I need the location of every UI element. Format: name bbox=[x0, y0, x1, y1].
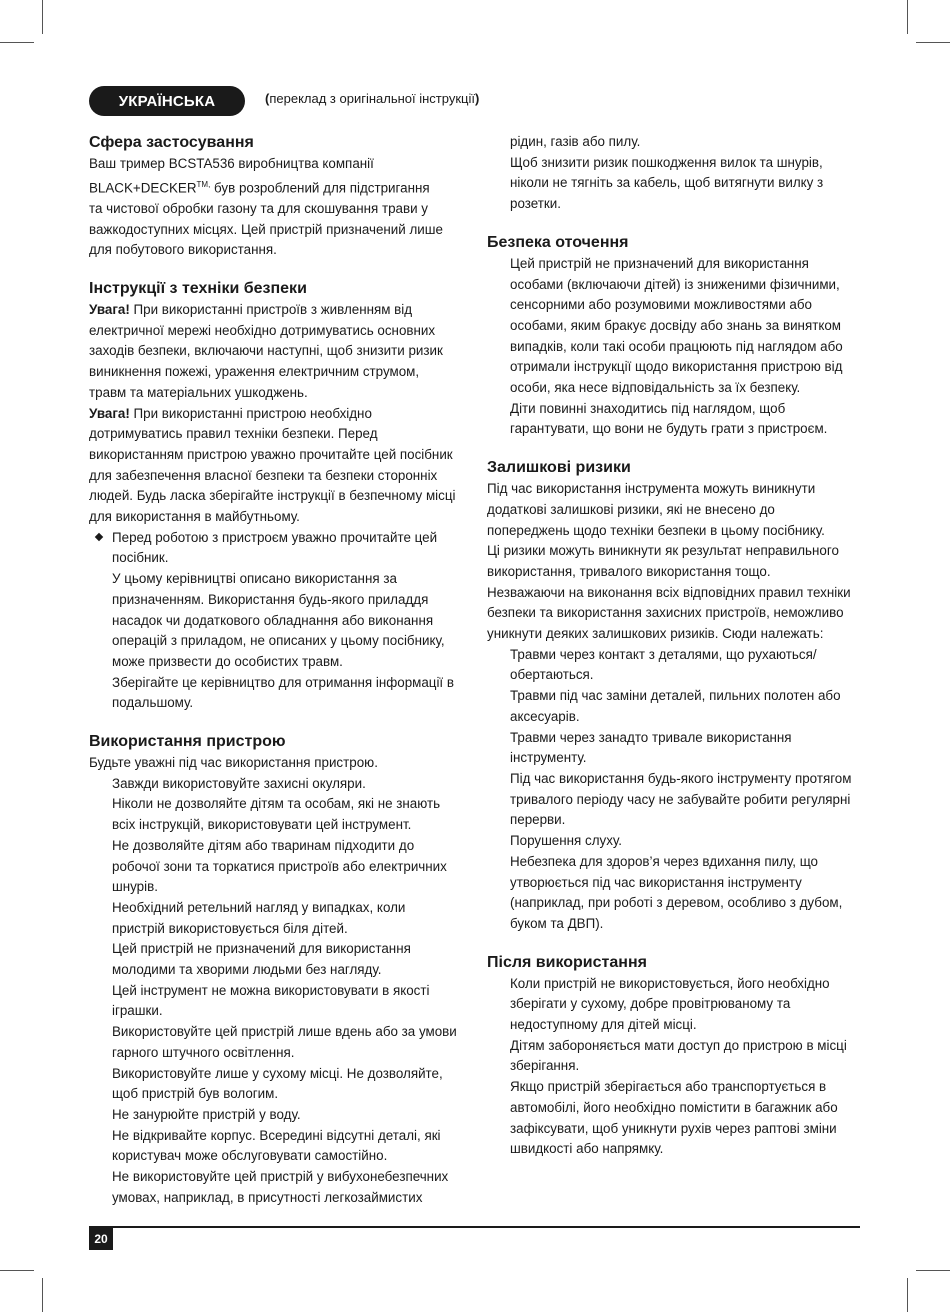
use-line: Не використовуйте цей пристрій у вибухонебезпечних bbox=[112, 1169, 449, 1185]
trademark-mark: TM, bbox=[196, 179, 211, 189]
after-use-line: Якщо пристрій зберігається або транспортується в bbox=[510, 1079, 827, 1095]
crop-mark bbox=[916, 1270, 950, 1271]
after-use-line: недоступному для дітей місці. bbox=[510, 1017, 697, 1033]
bullet-line: Зберігайте це керівництво для отримання інформації в bbox=[112, 674, 454, 690]
warning-line: заходів безпеки, включаючи наступні, щоб знизити ризик bbox=[89, 343, 443, 359]
use-line: умовах, наприклад, в присутності легкозаймистих bbox=[112, 1189, 423, 1205]
risk-line: Травми під час заміни деталей, пильних полотен або bbox=[510, 688, 841, 704]
after-use-list bbox=[487, 974, 865, 1160]
warning-label: Увага! bbox=[89, 405, 130, 421]
use-line: щоб пристрій був вологим. bbox=[112, 1086, 279, 1102]
environment-line: отримали інструкції щодо використання пристрою від bbox=[510, 359, 843, 375]
environment-line: особами (включаючи дітей) із зниженими фізичними, bbox=[510, 276, 840, 292]
use-line: Цей інструмент не можна використовувати в якості bbox=[112, 982, 430, 998]
bullet-line: Перед роботою з пристроєм уважно прочитайте цей bbox=[112, 529, 438, 545]
crop-mark bbox=[916, 42, 950, 43]
risk-line: Небезпека для здоров’я через вдихання пилу, що bbox=[510, 853, 819, 869]
risk-line: (наприклад, при роботі з деревом, особливо з дубом, bbox=[510, 895, 843, 911]
bullet-line: операцій з приладом, не описаних у цьому посібнику, bbox=[112, 633, 445, 649]
environment-list bbox=[487, 254, 865, 440]
language-label: УКРАЇНСЬКА bbox=[118, 92, 216, 110]
risk-intro-line: використання, тривалого використання тощо. bbox=[487, 563, 771, 579]
risk-line: Травми через контакт з деталями, що рухаються/ bbox=[510, 646, 817, 662]
section-title-safety: Інструкції з техніки безпеки bbox=[89, 279, 307, 297]
use-line: Не дозволяйте дітям або тваринам підходити до bbox=[112, 837, 415, 853]
brand-name: BLACK+DECKER bbox=[89, 180, 197, 196]
section-title-scope: Сфера застосування bbox=[89, 134, 254, 151]
use-intro: Будьте уважні під час використання пристрою. bbox=[89, 755, 378, 771]
continued-line: рідин, газів або пилу. bbox=[510, 134, 641, 149]
risk-line: буком та ДВП). bbox=[510, 915, 604, 931]
warning-line: травм та матеріальних ушкоджень. bbox=[89, 384, 308, 400]
warning-line: людей. Будь ласка зберігайте інструкції в безпечному місці bbox=[89, 488, 456, 504]
use-line: Використовуйте лише у сухому місці. Не дозволяйте, bbox=[112, 1065, 443, 1081]
risk-list bbox=[487, 645, 865, 935]
page-number bbox=[89, 1228, 113, 1250]
use-line: Ніколи не дозволяйте дітям та особам, які не знають bbox=[112, 796, 441, 812]
continued-line: ніколи не тягніть за кабель, щоб витягнути вилку з bbox=[510, 175, 824, 191]
warning-line: виникнення пожежі, ураження електричним струмом, bbox=[89, 364, 420, 380]
risk-intro-line: додаткові залишкові ризики, які не внесено до bbox=[487, 501, 775, 517]
warning-line: електричної мережі необхідно дотримуватись основних bbox=[89, 322, 436, 338]
scope-line-rest: був розроблений для підстригання bbox=[210, 180, 430, 196]
use-line: користувач може обслуговувати самостійно. bbox=[112, 1148, 388, 1164]
crop-mark bbox=[907, 1278, 908, 1312]
language-badge bbox=[89, 86, 245, 116]
use-line: молодими та хворими людьми без нагляду. bbox=[112, 962, 382, 978]
continued-list bbox=[487, 132, 865, 215]
risk-line: утворюється під час використання інструменту bbox=[510, 874, 802, 890]
crop-mark bbox=[907, 0, 908, 34]
after-use-line: автомобілі, його необхідно помістити в багажник або bbox=[510, 1099, 838, 1115]
right-column bbox=[487, 132, 865, 1160]
risk-line: Порушення слуху. bbox=[510, 833, 622, 849]
warning-text: При використанні пристроїв з живленням від bbox=[129, 301, 413, 317]
crop-mark bbox=[42, 1278, 43, 1312]
after-use-line: зберігати у сухому, добре провітрюваному та bbox=[510, 996, 791, 1012]
continued-line: Щоб знизити ризик пошкодження вилок та шнурів, bbox=[510, 154, 823, 170]
after-use-line: швидкості або напрямку. bbox=[510, 1141, 664, 1157]
section-title-use: Використання пристрою bbox=[89, 733, 286, 751]
use-line: всіх інструкцій, використовувати цей інструмент. bbox=[112, 817, 412, 833]
environment-line: особи, яка несе відповідальність за їх безпеку. bbox=[510, 380, 801, 396]
use-line: Необхідний ретельний нагляд у випадках, коли bbox=[112, 899, 406, 915]
risk-line: аксесуарів. bbox=[510, 708, 580, 724]
page-number-text: 20 bbox=[94, 1232, 108, 1246]
environment-line: Цей пристрій не призначений для використання bbox=[510, 255, 809, 271]
after-use-line: зберігання. bbox=[510, 1058, 580, 1074]
translation-note: (переклад з оригінальної інструкції) bbox=[265, 91, 480, 106]
bullet-line: може призвести до особистих травм. bbox=[112, 653, 343, 669]
continued-line: розетки. bbox=[510, 196, 561, 212]
bullet-line: посібник. bbox=[112, 550, 169, 566]
after-use-line: Коли пристрій не використовується, його необхідно bbox=[510, 975, 830, 991]
translation-note-text: переклад з оригінальної інструкції bbox=[269, 91, 475, 106]
use-line: Завжди використовуйте захисні окуляри. bbox=[112, 775, 366, 791]
bullet-line: насадок чи додаткового обладнання або виконання bbox=[112, 612, 434, 628]
warning-line bbox=[89, 404, 467, 425]
bullet-line: подальшому. bbox=[112, 695, 194, 711]
environment-line: сенсорними або розумовими можливостями або bbox=[510, 297, 812, 313]
scope-line: важкодоступних місцях. Цей пристрій призначений лише bbox=[89, 221, 443, 237]
environment-line: особами, яким бракує досвіду або знань за винятком bbox=[510, 317, 841, 333]
scope-line bbox=[89, 175, 467, 199]
scope-line: для побутового використання. bbox=[89, 242, 277, 258]
after-use-line: зафіксувати, щоб уникнути рухів через раптові зміни bbox=[510, 1120, 837, 1136]
use-line: Використовуйте цей пристрій лише вдень або за умови bbox=[112, 1024, 457, 1040]
warning-label: Увага! bbox=[89, 301, 130, 317]
list-item bbox=[89, 528, 467, 714]
risk-line: перерви. bbox=[510, 812, 566, 828]
warning-text: При використанні пристрою необхідно bbox=[129, 405, 372, 421]
use-line: Не занурюйте пристрій у воду. bbox=[112, 1107, 301, 1122]
warning-line: використанням пристрою уважно прочитайте цей посібник bbox=[89, 446, 453, 462]
warning-line bbox=[89, 300, 467, 321]
scope-line: та чистової обробки газону та для скошування трави у bbox=[89, 200, 429, 216]
risk-intro-line: Ці ризики можуть виникнути як результат неправильного bbox=[487, 543, 839, 559]
warning-line: для забезпечення власної безпеки та безпеки сторонніх bbox=[89, 467, 438, 483]
use-line: робочої зони та торкатися пристроїв або електричних bbox=[112, 858, 447, 874]
risk-line: Під час використання будь-якого інструменту протягом bbox=[510, 770, 852, 786]
use-list bbox=[89, 774, 467, 1209]
risk-intro-line: безпеки та використання захисних пристроїв, неможливо bbox=[487, 605, 844, 621]
left-column bbox=[89, 132, 467, 1209]
use-line: іграшки. bbox=[112, 1003, 163, 1019]
crop-mark bbox=[0, 42, 34, 43]
risk-line: Травми через занадто тривале використання bbox=[510, 729, 792, 745]
risk-intro-line: Незважаючи на виконання всіх відповідних правил техніки bbox=[487, 584, 851, 600]
bullet-line: У цьому керівництві описано використання за bbox=[112, 571, 397, 587]
risk-line: обертаються. bbox=[510, 667, 594, 683]
section-title-environment: Безпека оточення bbox=[487, 233, 629, 251]
environment-line: Діти повинні знаходитись під наглядом, щоб bbox=[510, 400, 786, 416]
use-line: Не відкривайте корпус. Всередині відсутні деталі, які bbox=[112, 1127, 441, 1143]
crop-mark bbox=[42, 0, 43, 34]
risk-intro-line: попереджень щодо техніки безпеки в цьому посібнику. bbox=[487, 522, 825, 538]
scope-line: Ваш тример BCSTA536 виробництва компанії bbox=[89, 156, 374, 171]
risk-line: інструменту. bbox=[510, 750, 587, 766]
environment-line: випадків, коли такі особи працюють під наглядом або bbox=[510, 338, 843, 354]
environment-line: гарантувати, що вони не будуть грати з пристроєм. bbox=[510, 421, 828, 437]
diamond-bullet-icon bbox=[95, 532, 103, 540]
bullet-line: призначенням. Використання будь-якого приладдя bbox=[112, 591, 429, 607]
use-line: Цей пристрій не призначений для використання bbox=[112, 941, 411, 957]
section-title-risks: Залишкові ризики bbox=[487, 459, 631, 477]
risk-intro-line: Під час використання інструмента можуть виникнути bbox=[487, 481, 816, 497]
section-title-after-use: Після використання bbox=[487, 953, 647, 971]
use-line: шнурів. bbox=[112, 879, 158, 895]
warning-line: для використання в майбутньому. bbox=[89, 509, 300, 525]
footer-rule bbox=[89, 1226, 860, 1228]
warning-line: дотримуватись правил техніки безпеки. Перед bbox=[89, 426, 378, 442]
use-line: гарного штучного освітлення. bbox=[112, 1044, 295, 1060]
use-line: пристрій використовується біля дітей. bbox=[112, 920, 348, 936]
crop-mark bbox=[0, 1270, 34, 1271]
risk-intro-line: уникнути деяких залишкових ризиків. Сюди належать: bbox=[487, 626, 824, 642]
after-use-line: Дітям забороняється мати доступ до пристрою в місці bbox=[510, 1037, 847, 1053]
risk-line: тривалого періоду часу не забувайте робити регулярні bbox=[510, 791, 851, 807]
